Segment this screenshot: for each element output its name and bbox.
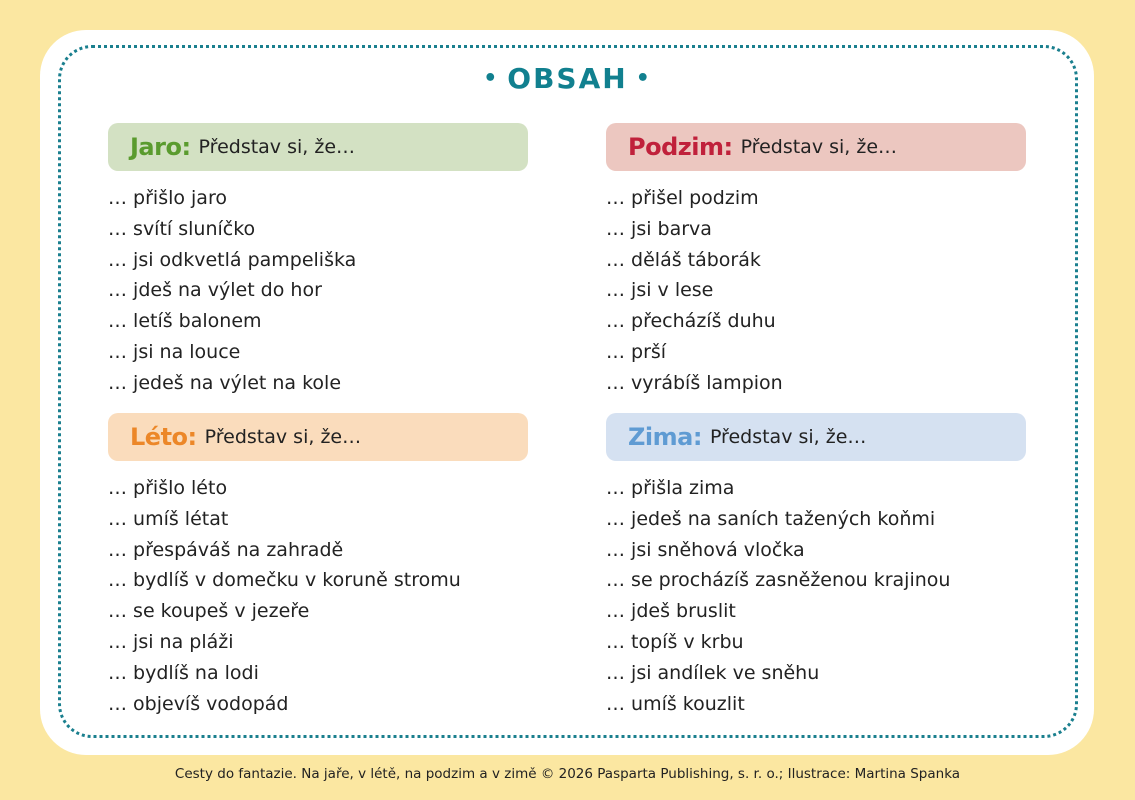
list-item: … jedeš na saních tažených koňmi (606, 507, 936, 530)
list-item: … děláš táborák (606, 248, 761, 271)
item-list (606, 183, 1026, 399)
page-title (0, 62, 1135, 95)
season-name: Podzim: (628, 133, 733, 161)
list-item: … svítí sluníčko (108, 217, 256, 240)
list-item: … jdeš na výlet do hor (108, 279, 322, 302)
section-header (108, 413, 528, 461)
item-list (108, 473, 528, 719)
list-item: … bydlíš v domečku v koruně stromu (108, 569, 461, 592)
list-item: … jsi odkvetlá pampeliška (108, 248, 357, 271)
section-subtitle: Představ si, že… (204, 426, 362, 448)
list-item: … přišla zima (606, 477, 735, 499)
list-item: … jsi sněhová vločka (606, 538, 805, 561)
list-item: … přišel podzim (606, 187, 759, 209)
section-leto (108, 413, 528, 719)
list-item: … přespáváš na zahradě (108, 538, 344, 561)
list-item: … přišlo jaro (108, 187, 227, 209)
list-item: … letíš balonem (108, 310, 262, 333)
list-item: … topíš v krbu (606, 630, 744, 653)
list-item: … přišlo léto (108, 477, 228, 499)
season-name: Léto: (130, 423, 197, 451)
list-item: … objevíš vodopád (108, 692, 289, 715)
list-item: … jsi na louce (108, 340, 241, 363)
section-header (606, 413, 1026, 461)
footer-credits: Cesty do fantazie. Na jaře, v létě, na podzim a v zimě © 2026 Pasparta Publishing, s. r. o.; Ilustrace: Martina Spanka (174, 766, 961, 782)
section-podzim (606, 123, 1026, 399)
section-subtitle: Představ si, že… (709, 426, 867, 448)
list-item: … bydlíš na lodi (108, 661, 259, 684)
item-list (606, 473, 1026, 719)
list-item: … umíš létat (108, 507, 229, 530)
season-name: Zima: (628, 423, 702, 451)
list-item: … jsi v lese (606, 279, 714, 302)
title-dot-right: • (635, 66, 652, 91)
list-item: … vyrábíš lampion (606, 371, 783, 394)
list-item: … jsi andílek ve sněhu (606, 661, 820, 684)
list-item: … jdeš bruslit (606, 600, 736, 623)
list-item: … jsi barva (606, 217, 712, 240)
list-item: … se procházíš zasněženou krajinou (606, 569, 951, 592)
list-item: … umíš kouzlit (606, 692, 745, 715)
list-item: … přecházíš duhu (606, 310, 776, 333)
season-name: Jaro: (130, 133, 191, 161)
title-text: OBSAH (507, 62, 628, 95)
list-item: … jedeš na výlet na kole (108, 371, 342, 394)
list-item: … se koupeš v jezeře (108, 600, 310, 623)
section-header (108, 123, 528, 171)
list-item: … jsi na pláži (108, 630, 234, 653)
section-subtitle: Představ si, že… (740, 136, 898, 158)
section-subtitle: Představ si, že… (198, 136, 356, 158)
list-item: … prší (606, 340, 667, 363)
section-jaro (108, 123, 528, 399)
section-header (606, 123, 1026, 171)
item-list (108, 183, 528, 399)
title-dot-left: • (483, 66, 500, 91)
section-zima (606, 413, 1026, 719)
